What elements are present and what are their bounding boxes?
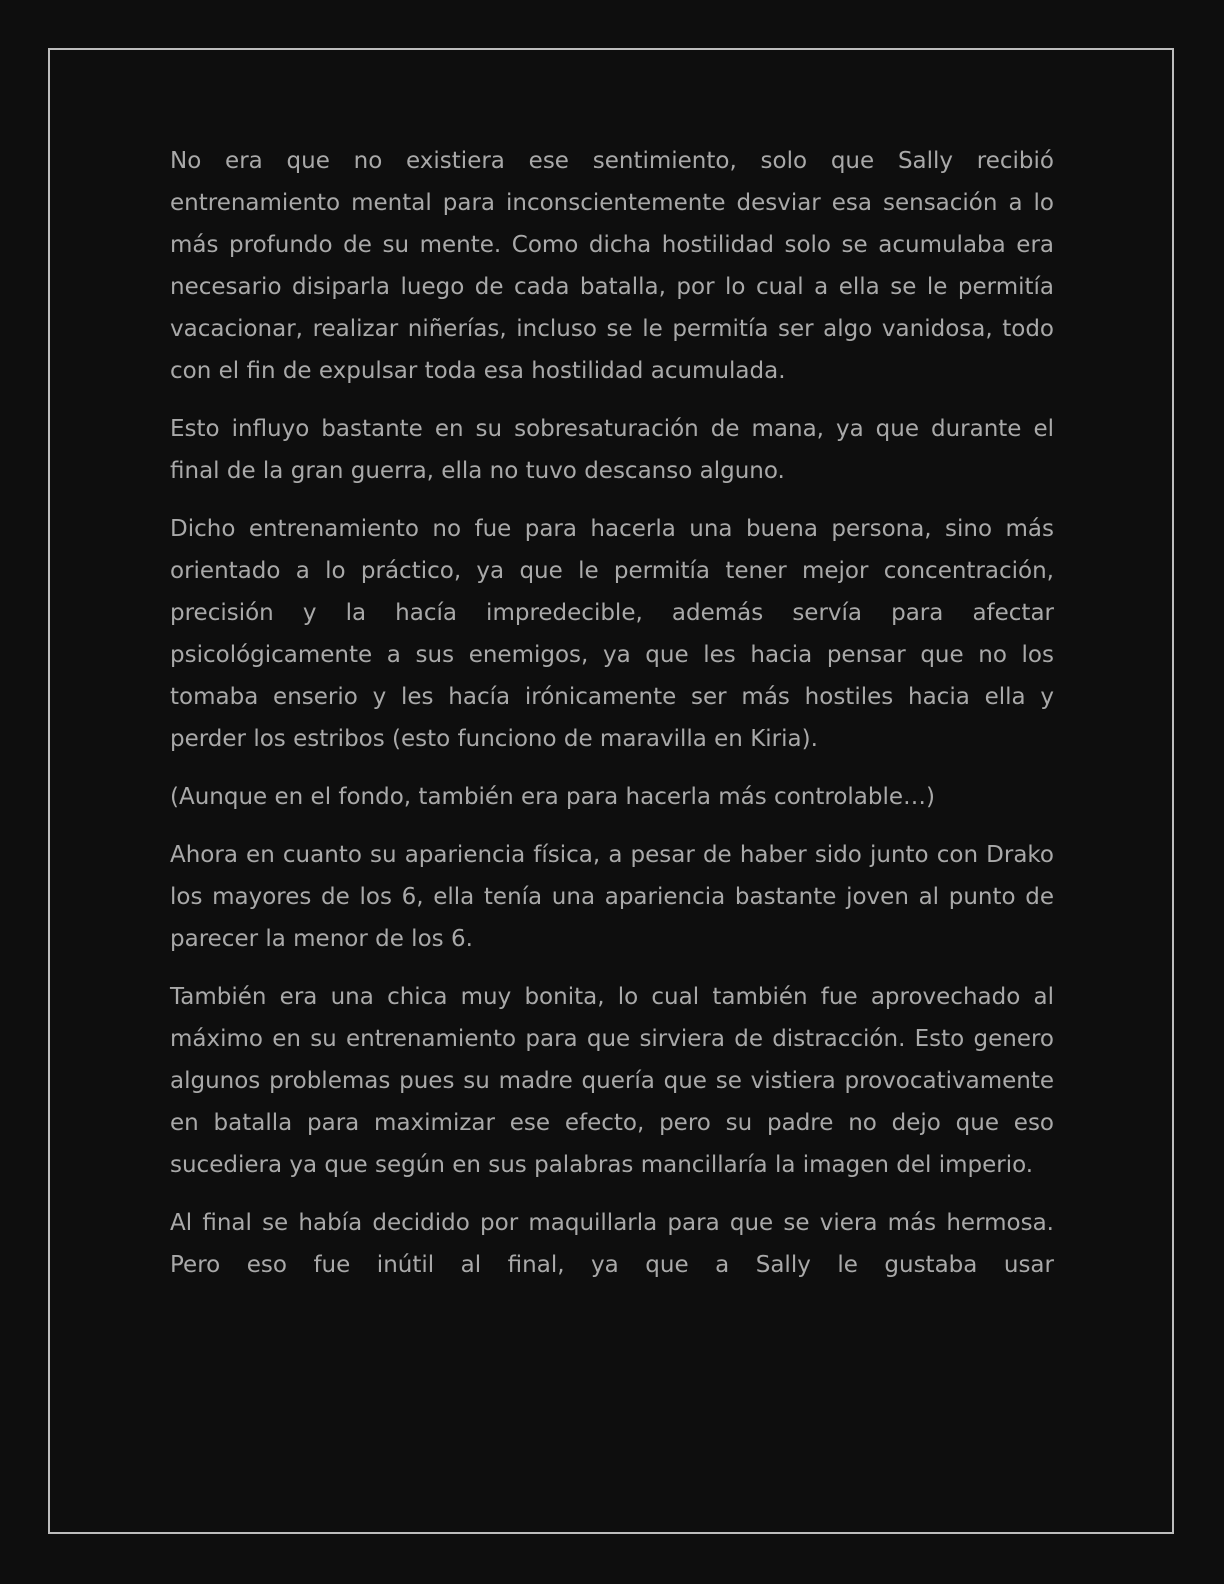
paragraph: Esto influyo bastante en su sobresaturación de mana, ya que durante el final de la gran guerra, ella no tuvo descanso alguno. [170, 416, 1054, 484]
paragraph: (Aunque en el fondo, también era para hacerla más controlable…) [170, 784, 935, 810]
paragraph: No era que no existiera ese sentimiento, solo que Sally recibió entrenamiento mental para inconscientemente desviar esa sensación a lo más profundo de su mente. Como dicha hostilidad solo se acumulaba era necesario disiparla luego de cada batalla, por lo cual a ella se le permitía vacacionar, realizar niñerías, incluso se le permitía ser algo vanidosa, todo con el fin de expulsar toda esa hostilidad acumulada. [170, 148, 1054, 384]
paragraph: Dicho entrenamiento no fue para hacerla una buena persona, sino más orientado a lo práctico, ya que le permitía tener mejor concentración, precisión y la hacía impredecible, además servía para afectar psicológicamente a sus enemigos, ya que les hacia pensar que no los tomaba enserio y les hacía irónicamente ser más hostiles hacia ella y perder los estribos (esto funciono de maravilla en Kiria). [170, 516, 1054, 752]
document-body [170, 140, 1054, 1302]
paragraph: También era una chica muy bonita, lo cual también fue aprovechado al máximo en su entrenamiento para que sirviera de distracción. Esto genero algunos problemas pues su madre quería que se vistiera provocativamente en batalla para maximizar ese efecto, pero su padre no dejo que eso sucediera ya que según en sus palabras mancillaría la imagen del imperio. [170, 984, 1054, 1178]
paragraph: Al final se había decidido por maquillarla para que se viera más hermosa. Pero eso fue inútil al final, ya que a Sally le gustaba usar [170, 1210, 1054, 1278]
paragraph: Ahora en cuanto su apariencia física, a pesar de haber sido junto con Drako los mayores de los 6, ella tenía una apariencia bastante joven al punto de parecer la menor de los 6. [170, 842, 1054, 952]
